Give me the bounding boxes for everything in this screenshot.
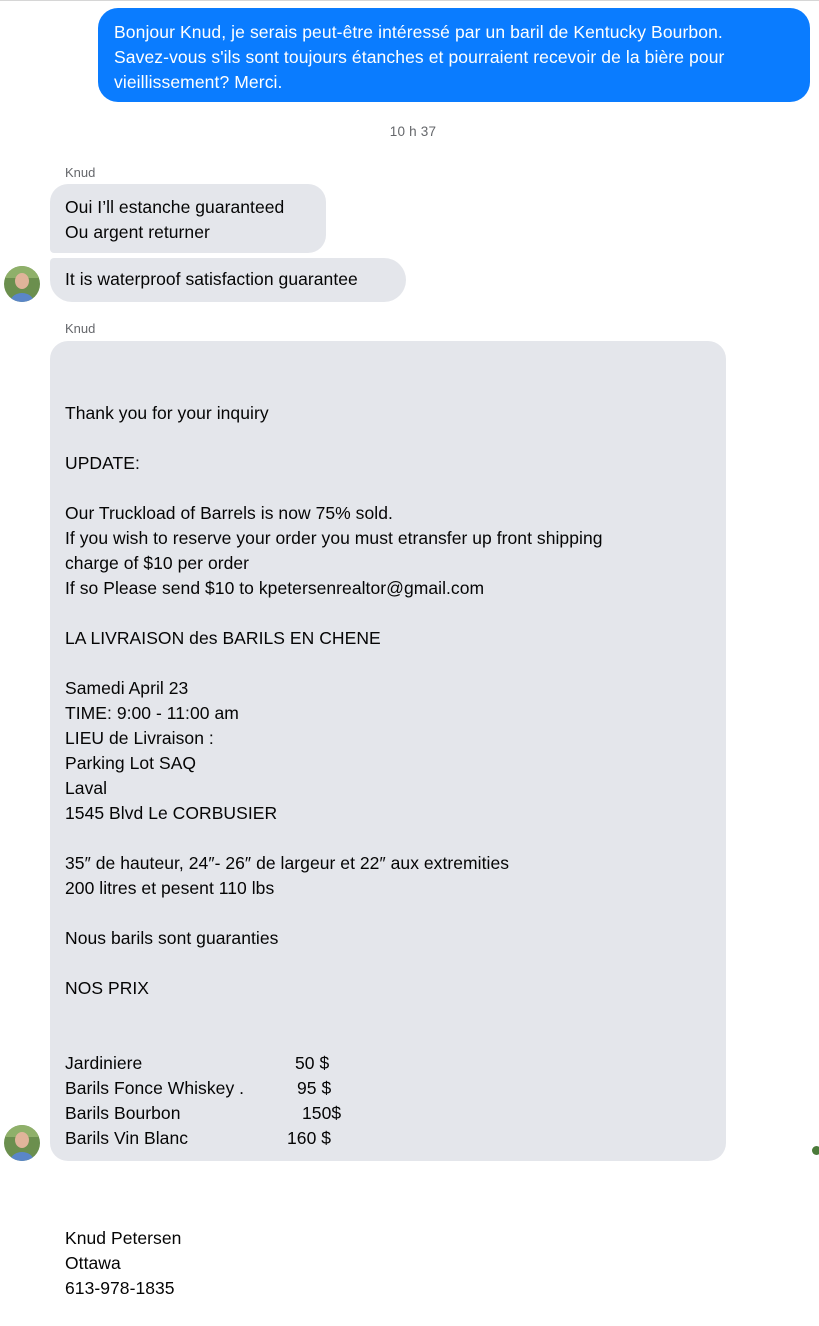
price-item-value: 50 $ [295, 1053, 330, 1073]
partial-avatar-edge [812, 1146, 819, 1155]
blank-line [65, 426, 711, 451]
price-item-name: Barils Bourbon [65, 1103, 181, 1123]
outgoing-message[interactable]: Bonjour Knud, je serais peut-être intéressé par un baril de Kentucky Bourbon. Savez-vous s'ils sont toujours étanches et pourraient recevoir de la bière pour vieillissement? Merci. [98, 8, 810, 102]
message-line: charge of $10 per order [65, 553, 250, 573]
avatar[interactable] [4, 266, 40, 302]
price-item-name: Jardiniere [65, 1053, 143, 1073]
avatar[interactable] [4, 1125, 40, 1161]
price-row [65, 1101, 711, 1126]
message-line: LIEU de Livraison : [65, 728, 214, 748]
blank-line [65, 826, 711, 851]
blank-line [65, 901, 711, 926]
price-row [65, 1051, 711, 1076]
message-line: If you wish to reserve your order you must etransfer up front shipping [65, 528, 603, 548]
price-item-value: 150$ [302, 1103, 342, 1123]
avatar-photo-icon [4, 266, 40, 302]
message-line: NOS PRIX [65, 978, 150, 998]
blank-line [65, 951, 711, 976]
blank-line [65, 651, 711, 676]
price-item-name: Barils Fonce Whiskey . [65, 1078, 245, 1098]
message-line: LA LIVRAISON des BARILS EN CHENE [65, 628, 381, 648]
price-list [65, 1051, 711, 1151]
incoming-message[interactable]: It is waterproof satisfaction guarantee [50, 258, 406, 302]
avatar-photo-icon [4, 1125, 40, 1161]
blank-line [65, 476, 711, 501]
message-timestamp: 10 h 37 [389, 124, 437, 139]
message-line: UPDATE: [65, 453, 140, 473]
price-item-value: 95 $ [297, 1078, 332, 1098]
message-line: If so Please send $10 to kpetersenrealtor@gmail.com [65, 578, 485, 598]
message-line: Nous barils sont guaranties [65, 928, 279, 948]
incoming-message-long[interactable] [50, 341, 726, 1298]
signature-line: Ottawa [65, 1253, 121, 1273]
sender-name: Knud [65, 321, 96, 336]
price-item-value: 160 $ [287, 1128, 332, 1148]
message-line: Our Truckload of Barrels is now 75% sold. [65, 503, 393, 523]
message-line: TIME: 9:00 - 11:00 am [65, 703, 239, 723]
message-line: Samedi April 23 [65, 678, 189, 698]
blank-line [65, 601, 711, 626]
message-line: Thank you for your inquiry [65, 403, 269, 423]
message-line: Laval [65, 778, 108, 798]
signature-line: 613-978-1835 [65, 1278, 175, 1298]
incoming-message[interactable]: Oui I’ll estanche guaranteed Ou argent returner [50, 184, 326, 253]
message-line: 35″ de hauteur, 24″- 26″ de largeur et 22″ aux extremities [65, 853, 510, 873]
header-divider [0, 0, 819, 1]
message-line: 200 litres et pesent 110 lbs [65, 878, 275, 898]
price-item-name: Barils Vin Blanc [65, 1128, 189, 1148]
blank-line [65, 1201, 711, 1226]
message-line: 1545 Blvd Le CORBUSIER [65, 803, 278, 823]
sender-name: Knud [65, 165, 96, 180]
price-row [65, 1126, 711, 1151]
price-row [65, 1076, 711, 1101]
message-line: Parking Lot SAQ [65, 753, 197, 773]
signature-line: Knud Petersen [65, 1228, 182, 1248]
